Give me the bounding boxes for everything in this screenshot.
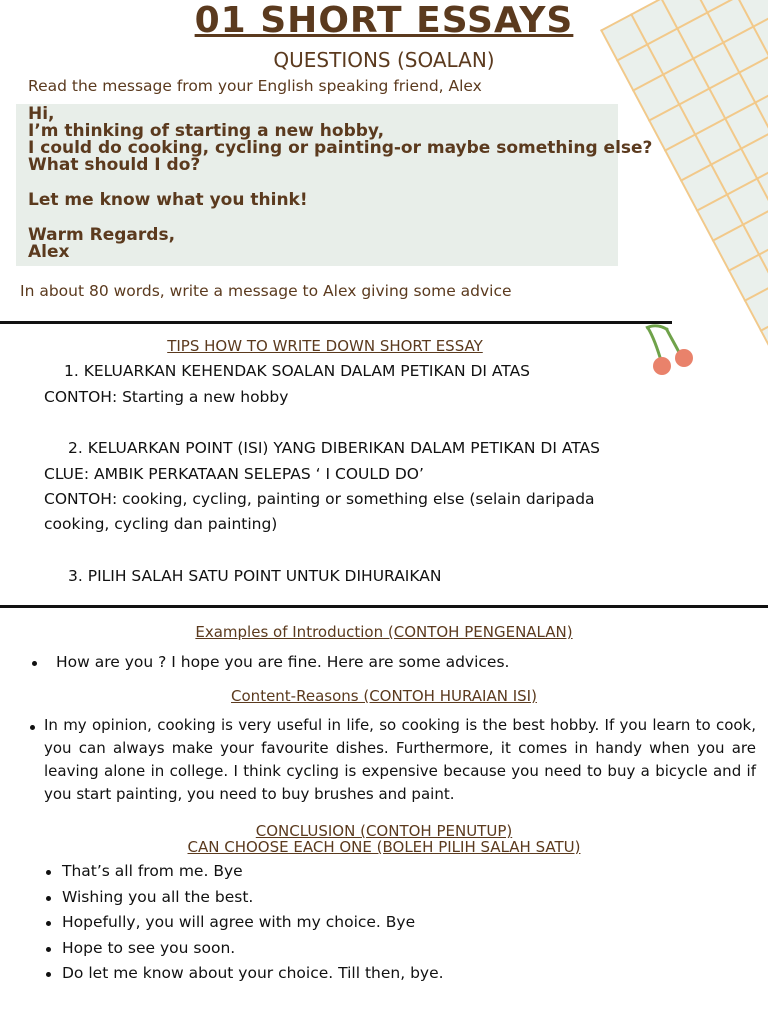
divider (0, 321, 672, 324)
tip-step-2-example-cont: cooking, cycling dan painting) (44, 515, 278, 533)
divider (0, 605, 768, 608)
introduction-heading: Examples of Introduction (CONTOH PENGENALAN) (195, 623, 573, 641)
message-line: I’m thinking of starting a new hobby, (28, 121, 385, 141)
message-line: Warm Regards, (28, 225, 176, 245)
message-line: Alex (28, 242, 70, 262)
bullet-icon (46, 947, 51, 952)
bullet-icon (30, 725, 35, 730)
page-title: 01 SHORT ESSAYS (194, 0, 574, 41)
message-line: Hi, (28, 104, 55, 124)
content-heading: Content-Reasons (CONTOH HURAIAN ISI) (231, 687, 537, 705)
question-instruction: In about 80 words, write a message to Alex giving some advice (20, 282, 512, 300)
question-intro: Read the message from your English speaking friend, Alex (28, 77, 482, 95)
bullet-icon (46, 870, 51, 875)
conclusion-item: Wishing you all the best. (62, 888, 254, 906)
tip-step-2: 2. KELUARKAN POINT (ISI) YANG DIBERIKAN DALAM PETIKAN DI ATAS (68, 439, 600, 457)
message-line: Let me know what you think! (28, 190, 308, 210)
tip-step-3: 3. PILIH SALAH SATU POINT UNTUK DIHURAIKAN (68, 567, 442, 585)
tip-step-2-example: CONTOH: cooking, cycling, painting or something else (selain daripada (44, 490, 595, 508)
content-paragraph: In my opinion, cooking is very useful in life, so cooking is the best hobby. If you learn to cook, you can always make your favourite dishes. Furthermore, it comes in handy when you are leaving alone in college. I think cycling is expensive because you need to buy a bicycle and if you start painting, you need to buy brushes and paint. (44, 716, 756, 803)
conclusion-item: That’s all from me. Bye (62, 862, 243, 880)
conclusion-item: Do let me know about your choice. Till then, bye. (62, 964, 444, 982)
tip-step-1: 1. KELUARKAN KEHENDAK SOALAN DALAM PETIKAN DI ATAS (64, 362, 531, 380)
page-subtitle: QUESTIONS (SOALAN) (273, 48, 495, 72)
conclusion-heading: CONCLUSION (CONTOH PENUTUP) (255, 822, 513, 840)
tips-heading: TIPS HOW TO WRITE DOWN SHORT ESSAY (167, 337, 483, 355)
message-line: What should I do? (28, 155, 201, 175)
tip-step-2-clue: CLUE: AMBIK PERKATAAN SELEPAS ‘ I COULD DO’ (44, 465, 424, 483)
bullet-icon (46, 921, 51, 926)
conclusion-item: Hope to see you soon. (62, 939, 236, 957)
message-line: I could do cooking, cycling or painting-or maybe something else? (28, 138, 653, 158)
introduction-example: How are you ? I hope you are fine. Here are some advices. (56, 653, 510, 671)
bullet-icon (46, 972, 51, 977)
bullet-icon (32, 661, 37, 666)
tip-step-1-example: CONTOH: Starting a new hobby (44, 388, 289, 406)
conclusion-item: Hopefully, you will agree with my choice. Bye (62, 913, 416, 931)
conclusion-subheading: CAN CHOOSE EACH ONE (BOLEH PILIH SALAH SATU) (187, 838, 581, 856)
bullet-icon (46, 896, 51, 901)
